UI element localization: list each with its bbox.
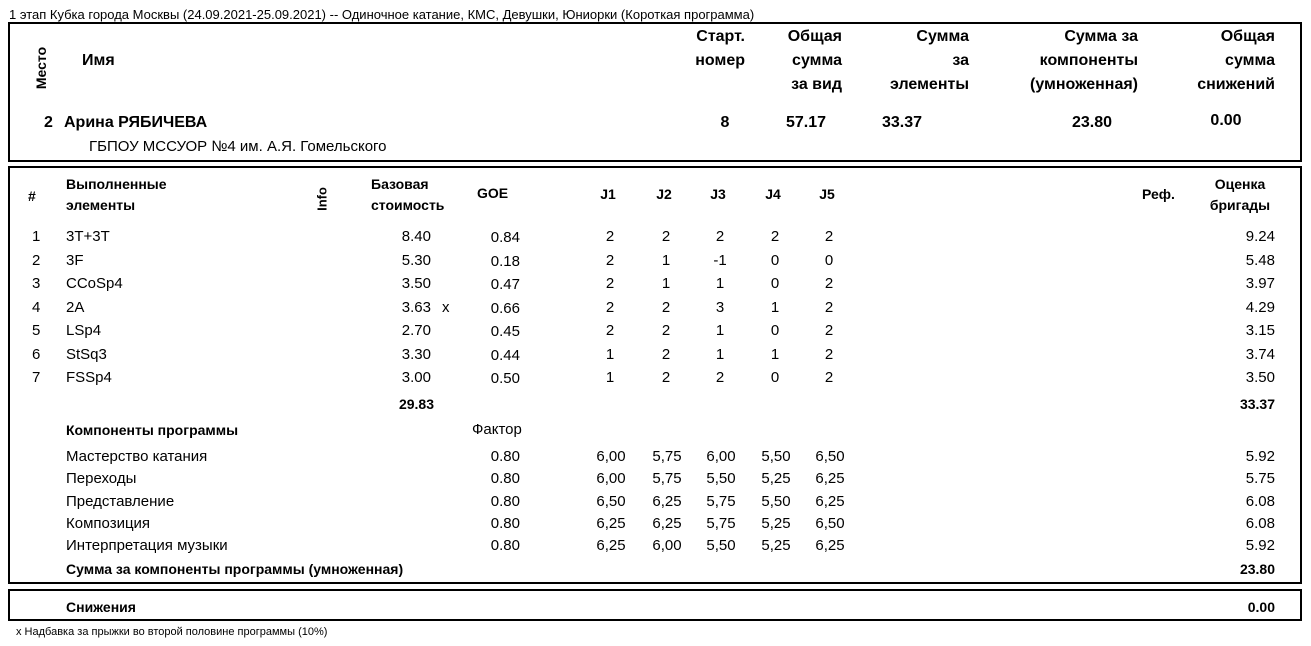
component-judge-4-mark: 5,25 (761, 514, 791, 532)
element-row-num: 2 (32, 251, 41, 269)
component-name: Представление (66, 492, 175, 510)
element-goe: 0.47 (490, 276, 520, 293)
component-panel-score: 5.75 (1245, 470, 1275, 488)
component-judge-1-mark: 6,00 (596, 448, 626, 465)
col-components-sum-header: Сумма за компоненты (умноженная) (1030, 28, 1138, 93)
element-base-value: 3.63 (401, 298, 431, 316)
component-judge-1-mark: 6,25 (596, 514, 626, 532)
element-judge-2-mark: 2 (661, 345, 671, 363)
element-judge-1-mark: 2 (605, 298, 615, 316)
skater-club: ГБПОУ МССУОР №4 им. А.Я. Гомельского (89, 138, 387, 155)
element-judge-2-mark: 2 (661, 228, 671, 245)
component-factor: 0.80 (490, 448, 520, 465)
element-panel-score: 3.97 (1245, 275, 1275, 292)
factor-header: Фактор (472, 421, 522, 438)
element-base-value: 5.30 (401, 251, 431, 269)
element-judge-1-mark: 1 (605, 345, 615, 363)
element-base-value: 2.70 (401, 322, 431, 339)
element-judge-4-mark: 2 (770, 228, 780, 245)
col-base-header: Базовая стоимость (371, 176, 445, 213)
element-judge-4-mark: 1 (770, 345, 780, 363)
component-judge-2-mark: 6,25 (652, 514, 682, 532)
element-code: StSq3 (66, 345, 107, 363)
element-judge-4-mark: 0 (770, 369, 780, 386)
col-elements-header: Выполненные элементы (66, 176, 167, 213)
component-factor: 0.80 (490, 492, 520, 510)
element-judge-5-mark: 2 (824, 345, 834, 363)
component-judge-1-mark: 6,00 (596, 470, 626, 488)
element-panel-score: 9.24 (1245, 228, 1275, 245)
element-base-value: 3.30 (401, 345, 431, 363)
element-goe: 0.18 (490, 252, 520, 270)
element-judge-5-mark: 2 (824, 369, 834, 386)
element-judge-1-mark: 1 (605, 369, 615, 386)
col-num-header: # (28, 188, 36, 204)
col-judge-4-header: J4 (765, 186, 781, 202)
element-judge-5-mark: 2 (824, 275, 834, 292)
element-judge-5-mark: 2 (824, 298, 834, 316)
components-total-label: Сумма за компоненты программы (умноженная) (66, 561, 404, 577)
element-row-num: 4 (32, 298, 41, 316)
component-judge-3-mark: 5,50 (706, 470, 736, 488)
col-judge-1-header: J1 (600, 186, 616, 202)
skater-deductions-score: 0.00 (1210, 112, 1242, 129)
element-info: x (442, 298, 450, 316)
element-panel-score: 3.74 (1245, 345, 1275, 363)
col-judge-3-header: J3 (710, 186, 726, 202)
col-judge-2-header: J2 (656, 186, 672, 202)
element-row-num: 3 (32, 275, 41, 292)
element-judge-2-mark: 1 (661, 275, 671, 292)
element-judge-1-mark: 2 (605, 251, 615, 269)
skater-elements-score: 33.37 (881, 114, 923, 131)
col-goe-header: GOE (477, 185, 509, 201)
skater-start-number: 8 (720, 114, 730, 131)
skater-name: Арина РЯБИЧЕВА (64, 114, 208, 131)
element-base-value: 3.50 (401, 275, 431, 292)
element-panel-score: 3.15 (1245, 322, 1275, 339)
element-judge-4-mark: 0 (770, 322, 780, 339)
element-goe: 0.45 (490, 323, 520, 340)
element-judge-3-mark: 2 (715, 228, 725, 245)
element-judge-3-mark: 3 (715, 298, 725, 316)
col-deductions-header: Общая сумма снижений (1197, 28, 1275, 93)
element-base-value: 8.40 (401, 228, 431, 245)
component-judge-5-mark: 6,50 (815, 514, 845, 532)
component-judge-4-mark: 5,25 (761, 537, 791, 555)
element-panel-score: 3.50 (1245, 369, 1275, 386)
component-name: Переходы (66, 470, 137, 488)
element-code: 2A (66, 298, 85, 316)
element-goe: 0.50 (490, 370, 520, 387)
element-base-value: 3.00 (401, 369, 431, 386)
component-factor: 0.80 (490, 537, 520, 555)
component-judge-5-mark: 6,25 (815, 537, 845, 555)
component-panel-score: 6.08 (1245, 492, 1275, 510)
component-panel-score: 6.08 (1245, 514, 1275, 532)
element-judge-2-mark: 2 (661, 322, 671, 339)
col-elements-sum-header: Сумма за элементы (890, 28, 969, 93)
component-judge-1-mark: 6,50 (596, 492, 626, 510)
component-judge-2-mark: 5,75 (652, 448, 682, 465)
element-row-num: 7 (32, 369, 41, 386)
col-panel-header: Оценка бригады (1209, 176, 1271, 213)
element-judge-1-mark: 2 (605, 322, 615, 339)
component-judge-5-mark: 6,50 (815, 448, 845, 465)
component-name: Интерпретация музыки (66, 537, 228, 555)
element-judge-3-mark: 1 (715, 322, 725, 339)
component-judge-1-mark: 6,25 (596, 537, 626, 555)
deductions-label: Снижения (66, 599, 136, 615)
col-info-header: Info (314, 187, 330, 211)
base-value-total: 29.83 (398, 396, 434, 412)
col-place-header: Место (33, 46, 49, 90)
element-code: 3T+3T (66, 228, 110, 245)
page-title: 1 этап Кубка города Москвы (24.09.2021-25.09.2021) -- Одиночное катание, КМС, Девушки, Юниорки (Короткая программа) (9, 7, 755, 22)
element-judge-3-mark: 1 (715, 275, 725, 292)
component-judge-3-mark: 6,00 (706, 448, 736, 465)
element-row-num: 1 (32, 228, 41, 245)
component-factor: 0.80 (490, 514, 520, 532)
component-judge-2-mark: 6,25 (652, 492, 682, 510)
element-code: LSp4 (66, 322, 102, 339)
component-panel-score: 5.92 (1245, 448, 1275, 465)
element-judge-5-mark: 0 (824, 251, 834, 269)
element-code: CCoSp4 (66, 275, 123, 292)
component-judge-5-mark: 6,25 (815, 470, 845, 488)
element-code: FSSp4 (66, 369, 112, 386)
col-ref-header: Реф. (1142, 186, 1175, 202)
footnote: x Надбавка за прыжки во второй половине программы (10%) (16, 626, 328, 638)
col-judge-5-header: J5 (819, 186, 835, 202)
component-judge-2-mark: 6,00 (652, 537, 682, 555)
component-judge-3-mark: 5,75 (706, 492, 736, 510)
skater-place: 2 (44, 114, 53, 131)
component-judge-4-mark: 5,50 (761, 492, 791, 510)
skater-components-score: 23.80 (1071, 114, 1113, 131)
components-total-value: 23.80 (1239, 561, 1275, 577)
element-goe: 0.66 (490, 299, 520, 317)
component-judge-2-mark: 5,75 (652, 470, 682, 488)
element-judge-4-mark: 0 (770, 251, 780, 269)
element-judge-5-mark: 2 (824, 322, 834, 339)
component-judge-3-mark: 5,75 (706, 514, 736, 532)
component-judge-3-mark: 5,50 (706, 537, 736, 555)
element-judge-4-mark: 1 (770, 298, 780, 316)
element-code: 3F (66, 251, 84, 269)
element-row-num: 5 (32, 322, 41, 339)
component-panel-score: 5.92 (1245, 537, 1275, 555)
element-judge-2-mark: 2 (661, 298, 671, 316)
element-goe: 0.44 (490, 346, 520, 364)
elements-score-total: 33.37 (1239, 396, 1275, 412)
element-judge-3-mark: -1 (713, 251, 727, 269)
element-row-num: 6 (32, 345, 41, 363)
deductions-value: 0.00 (1247, 599, 1275, 615)
element-judge-1-mark: 2 (605, 228, 615, 245)
col-total-header: Общая сумма за вид (787, 28, 842, 93)
col-name-header: Имя (82, 52, 115, 69)
deductions-box (8, 589, 1302, 621)
skater-total-score: 57.17 (785, 114, 827, 131)
element-judge-4-mark: 0 (770, 275, 780, 292)
element-panel-score: 4.29 (1245, 298, 1275, 316)
element-judge-2-mark: 1 (661, 251, 671, 269)
component-name: Мастерство катания (66, 448, 208, 465)
component-name: Композиция (66, 514, 151, 532)
element-judge-5-mark: 2 (824, 228, 834, 245)
component-judge-4-mark: 5,25 (761, 470, 791, 488)
element-panel-score: 5.48 (1245, 251, 1275, 269)
component-factor: 0.80 (490, 470, 520, 488)
element-judge-3-mark: 1 (715, 345, 725, 363)
element-judge-1-mark: 2 (605, 275, 615, 292)
element-goe: 0.84 (490, 229, 520, 246)
component-judge-4-mark: 5,50 (761, 448, 791, 465)
col-start-header: Старт. номер (695, 28, 745, 69)
component-judge-5-mark: 6,25 (815, 492, 845, 510)
components-title: Компоненты программы (66, 422, 239, 438)
element-judge-3-mark: 2 (715, 369, 725, 386)
element-judge-2-mark: 2 (661, 369, 671, 386)
